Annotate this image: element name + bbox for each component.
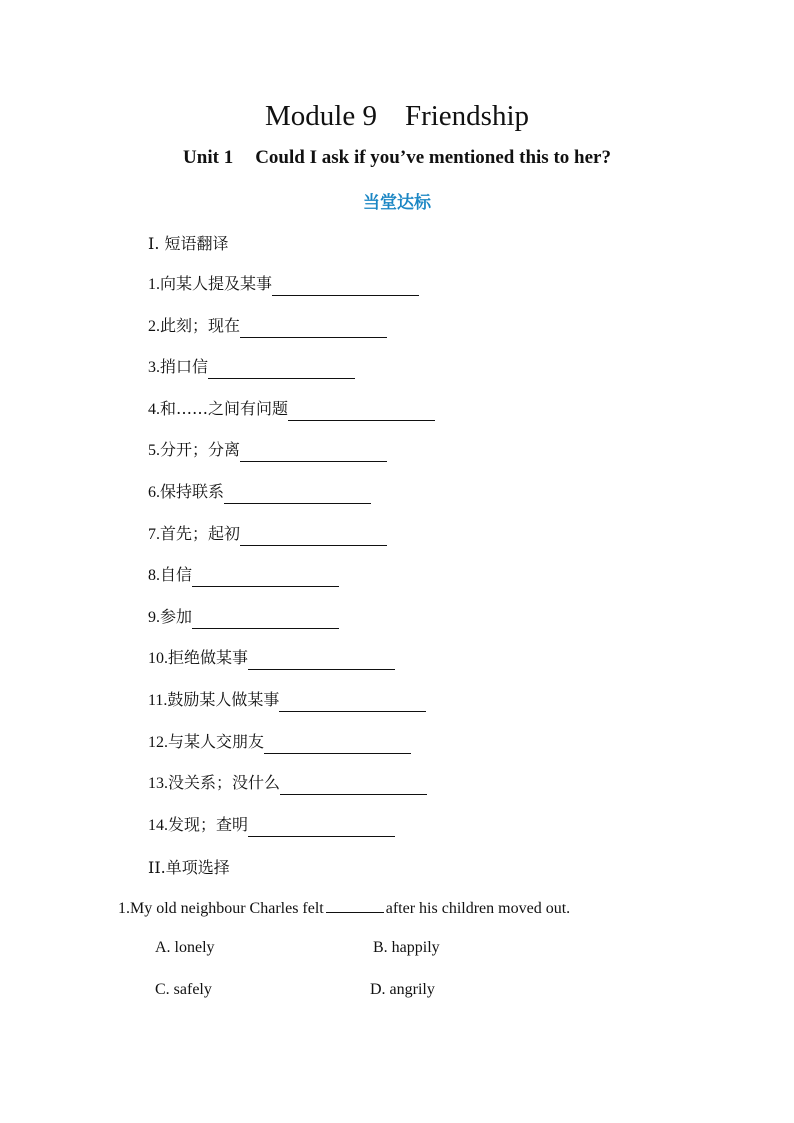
item-number: 5. bbox=[148, 442, 160, 459]
answer-blank[interactable] bbox=[272, 277, 419, 296]
section-subtitle: 当堂达标 bbox=[363, 193, 431, 213]
question-suffix: after his children moved out. bbox=[385, 900, 571, 917]
item-text: 鼓励某人做某事 bbox=[167, 690, 280, 709]
module-topic: Friendship bbox=[404, 100, 530, 132]
item-number: 1. bbox=[148, 276, 160, 293]
item-text: 与某人交朋友 bbox=[168, 732, 265, 751]
item-text: 没关系；没什么 bbox=[168, 773, 281, 792]
phrase-item bbox=[148, 315, 387, 337]
phrase-item bbox=[148, 731, 411, 753]
answer-blank[interactable] bbox=[208, 360, 355, 379]
question-blank[interactable] bbox=[326, 898, 384, 913]
item-number: 12. bbox=[148, 734, 168, 751]
item-text: 拒绝做某事 bbox=[168, 648, 249, 667]
item-text: 向某人提及某事 bbox=[160, 274, 273, 293]
phrase-item bbox=[148, 481, 371, 503]
item-number: 6. bbox=[148, 484, 160, 501]
answer-blank[interactable] bbox=[288, 402, 435, 421]
item-number: 4. bbox=[148, 401, 160, 418]
phrase-item bbox=[148, 689, 426, 711]
option-d[interactable]: D. angrily bbox=[370, 981, 435, 998]
item-text: 捎口信 bbox=[160, 357, 209, 376]
answer-blank[interactable] bbox=[192, 568, 339, 587]
phrase-item bbox=[148, 273, 419, 295]
item-number: 9. bbox=[148, 609, 160, 626]
phrase-item bbox=[148, 523, 387, 545]
item-number: 7. bbox=[148, 526, 160, 543]
phrase-item bbox=[148, 439, 387, 461]
phrase-item bbox=[148, 398, 435, 420]
unit-title bbox=[0, 147, 794, 169]
item-text: 保持联系 bbox=[160, 482, 225, 501]
question-prefix: 1.My old neighbour Charles felt bbox=[118, 900, 324, 917]
answer-blank[interactable] bbox=[224, 485, 371, 504]
option-c[interactable]: C. safely bbox=[155, 981, 212, 998]
phrase-item bbox=[148, 772, 427, 794]
answer-blank[interactable] bbox=[248, 651, 395, 670]
item-text: 首先；起初 bbox=[160, 524, 241, 543]
answer-blank[interactable] bbox=[240, 527, 387, 546]
item-number: 10. bbox=[148, 650, 168, 667]
section2-heading: II.单项选择 bbox=[148, 858, 230, 877]
option-a[interactable]: A. lonely bbox=[155, 939, 215, 956]
item-text: 自信 bbox=[160, 565, 193, 584]
answer-blank[interactable] bbox=[240, 319, 387, 338]
answer-blank[interactable] bbox=[264, 735, 411, 754]
phrase-item bbox=[148, 814, 395, 836]
answer-blank[interactable] bbox=[280, 776, 427, 795]
question-1 bbox=[118, 898, 570, 918]
answer-blank[interactable] bbox=[240, 443, 387, 462]
option-b[interactable]: B. happily bbox=[373, 939, 440, 956]
unit-label: Unit 1 bbox=[183, 147, 234, 168]
item-number: 2. bbox=[148, 318, 160, 335]
answer-blank[interactable] bbox=[192, 610, 339, 629]
item-number: 11. bbox=[148, 692, 168, 709]
section1-heading: I. 短语翻译 bbox=[148, 234, 229, 253]
item-number: 13. bbox=[148, 775, 168, 792]
item-text: 分开；分离 bbox=[160, 440, 241, 459]
answer-blank[interactable] bbox=[248, 818, 395, 837]
answer-blank[interactable] bbox=[279, 693, 426, 712]
module-label: Module 9 bbox=[264, 100, 377, 132]
item-number: 3. bbox=[148, 359, 160, 376]
phrase-item bbox=[148, 356, 355, 378]
module-title bbox=[0, 100, 794, 133]
item-text: 此刻；现在 bbox=[160, 316, 241, 335]
phrase-item bbox=[148, 606, 339, 628]
item-text: 和……之间有问题 bbox=[160, 399, 289, 418]
phrase-item bbox=[148, 647, 395, 669]
item-text: 发现；查明 bbox=[168, 815, 249, 834]
unit-question: Could I ask if you’ve mentioned this to her? bbox=[255, 147, 611, 168]
item-number: 8. bbox=[148, 567, 160, 584]
phrase-item bbox=[148, 564, 339, 586]
item-number: 14. bbox=[148, 817, 168, 834]
item-text: 参加 bbox=[160, 607, 193, 626]
